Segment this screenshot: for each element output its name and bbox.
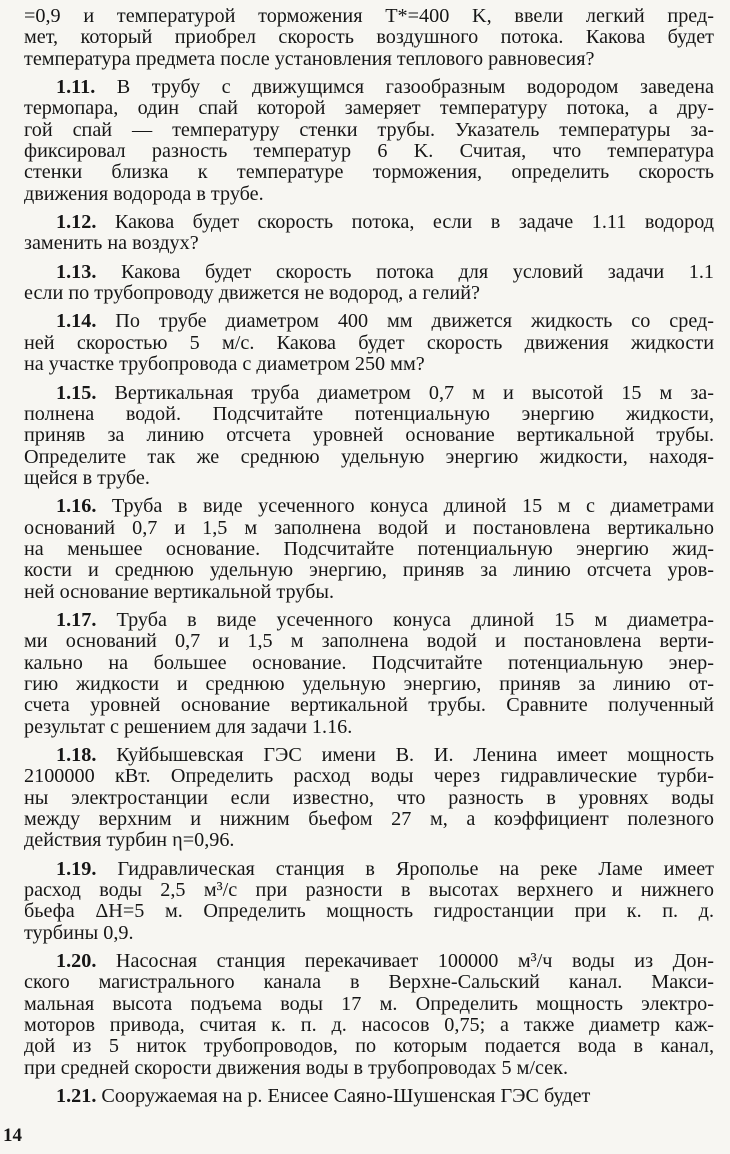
text-line: ней скоростью 5 м/с. Какова будет скорость движения жидкости [24,331,714,354]
problem-number: 1.19. [56,857,97,880]
problem-p1_12 [24,212,714,255]
text-line: действия турбин η=0,96. [24,829,235,852]
line-text: Насосная станция перекачивает 100000 м³/ч воды из Дон- [115,950,714,973]
text-line: ней основание вертикальной трубы. [24,580,335,603]
text-line: расход воды 2,5 м³/с при разности в высотах верхнего и нижнего [24,879,714,902]
text-line [24,383,714,404]
text-line [24,859,714,880]
problem-number: 1.17. [56,608,97,631]
text-line: при средней скорости движения воды в трубопроводах 5 м/сек. [24,1056,568,1079]
line-text: Какова будет скорость потока для условий задачи 1.1 [121,260,715,283]
text-line: термопара, один спай которой замеряет температуру потока, а дру- [24,97,714,120]
text-line: результат с решением для задачи 1.16. [24,715,353,738]
text-line: заменить на воздух? [24,232,199,255]
problem-number: 1.13. [56,260,97,283]
text-line: приняв за линию отсчета уровней основание вертикальной трубы. [24,424,714,447]
text-line [24,496,714,517]
text-line: оснований 0,7 и 1,5 м заполнена водой и постановлена вертикально [24,516,714,539]
text-line [24,212,714,233]
line-text: Гидравлическая станция в Ярополье на реке Ламе имеет [117,857,715,880]
text-line: ского магистрального канала в Верхне-Сальский канал. Макси- [24,971,714,994]
problem-p1_19 [24,859,714,944]
problem-number: 1.18. [56,744,97,766]
text-line: дой из 5 ниток трубопроводов, по которым подается вода в канал, [24,1035,714,1058]
text-line: мет, который приобрел скорость воздушного потока. Какова будет [24,26,714,49]
text-line: гой спай — температуру стенки трубы. Указатель температуры за- [24,118,714,141]
text-line: гию жидкости и среднюю удельную энергию, приняв за линию от- [24,672,714,695]
problem-p1_21 [24,1086,714,1107]
line-text: Сооружаемая на р. Енисее Саяно-Шушенская ГЭС будет [101,1085,591,1108]
text-line: кально на большее основание. Подсчитайте потенциальную энер- [24,651,714,674]
text-line: ны электростанции если известно, что разность в уровнях воды [24,786,714,809]
text-line: кости и среднюю удельную энергию, приняв за линию отсчета уров- [24,559,714,582]
text-line [24,77,714,98]
text-line: моторов привода, считая к. п. д. насосов 0,75; а также диаметр каж- [24,1014,714,1037]
text-line: щейся в трубе. [24,466,150,489]
problem-number: 1.14. [56,310,97,333]
text-line [24,745,714,766]
problem-number: 1.21. [56,1085,97,1108]
text-line: если по трубопроводу движется не водород, а гелий? [24,282,480,305]
text-line [24,951,714,972]
problem-p1_11 [24,77,714,205]
text-line: на участке трубопровода с диаметром 250 мм? [24,353,425,376]
text-line [24,610,714,631]
text-line: на меньшее основание. Подсчитайте потенциальную энергию жид- [24,537,714,560]
problem-p1_15 [24,383,714,490]
problem-number: 1.12. [56,211,97,234]
text-line: между верхним и нижним бьефом 27 м, а коэффициент полезного [24,808,714,831]
text-line: счета уровней основание вертикальной трубы. Сравните полученный [24,694,714,717]
problem-number: 1.20. [56,950,97,973]
text-line [24,311,714,332]
text-line: 2100000 кВт. Определить расход воды через гидравлические турби- [24,765,714,788]
problem-p1_14 [24,311,714,375]
line-text: Какова будет скорость потока, если в задаче 1.11 водород [114,211,714,234]
text-line: бьефа ΔH=5 м. Определить мощность гидростанции при к. п. д. [24,900,714,923]
problem-number: 1.15. [56,381,97,404]
problem-number: 1.16. [56,495,97,518]
problem-p1_18 [24,745,714,852]
line-text: Куйбышевская ГЭС имени В. И. Ленина имеет мощность [116,744,715,766]
problem-p1_17 [24,610,714,738]
line-text: Вертикальная труба диаметром 0,7 м и высотой 15 м за- [114,381,714,404]
text-line: движения водорода в трубе. [24,182,264,205]
text-line: Определите так же среднюю удельную энергию жидкости, находя- [24,445,714,468]
problem-p1_16 [24,496,714,603]
problem-cont [24,6,714,70]
text-line: мальная высота подъема воды 17 м. Определить мощность электро- [24,992,714,1015]
line-text: В трубу с движущимся газообразным водородом заведена [116,76,715,99]
line-text: Труба в виде усеченного конуса длиной 15 м диаметра- [116,608,714,631]
problem-number: 1.11. [56,76,96,99]
problem-p1_20 [24,951,714,1079]
line-text: Труба в виде усеченного конуса длиной 15 м с диаметрами [111,495,715,518]
text-line: стенки близка к температуре торможения, определить скорость [24,161,714,184]
problem-p1_13 [24,262,714,305]
text-line: полнена водой. Подсчитайте потенциальную энергию жидкости, [24,402,714,425]
page-number: 14 [3,1125,22,1146]
line-text: По трубе диаметром 400 мм движется жидкость со сред- [115,310,715,333]
text-line: температура предмета после установления теплового равновесия? [24,47,595,70]
text-line: =0,9 и температурой торможения T*=400 K, ввели легкий пред- [24,5,714,27]
text-line [24,1086,714,1107]
text-line: фиксировал разность температур 6 K. Считая, что температура [24,140,714,163]
text-line [24,262,714,283]
text-line: турбины 0,9. [24,921,134,944]
text-line: ми оснований 0,7 и 1,5 м заполнена водой и постановлена верти- [24,630,714,653]
problem-text-column [24,6,714,1108]
